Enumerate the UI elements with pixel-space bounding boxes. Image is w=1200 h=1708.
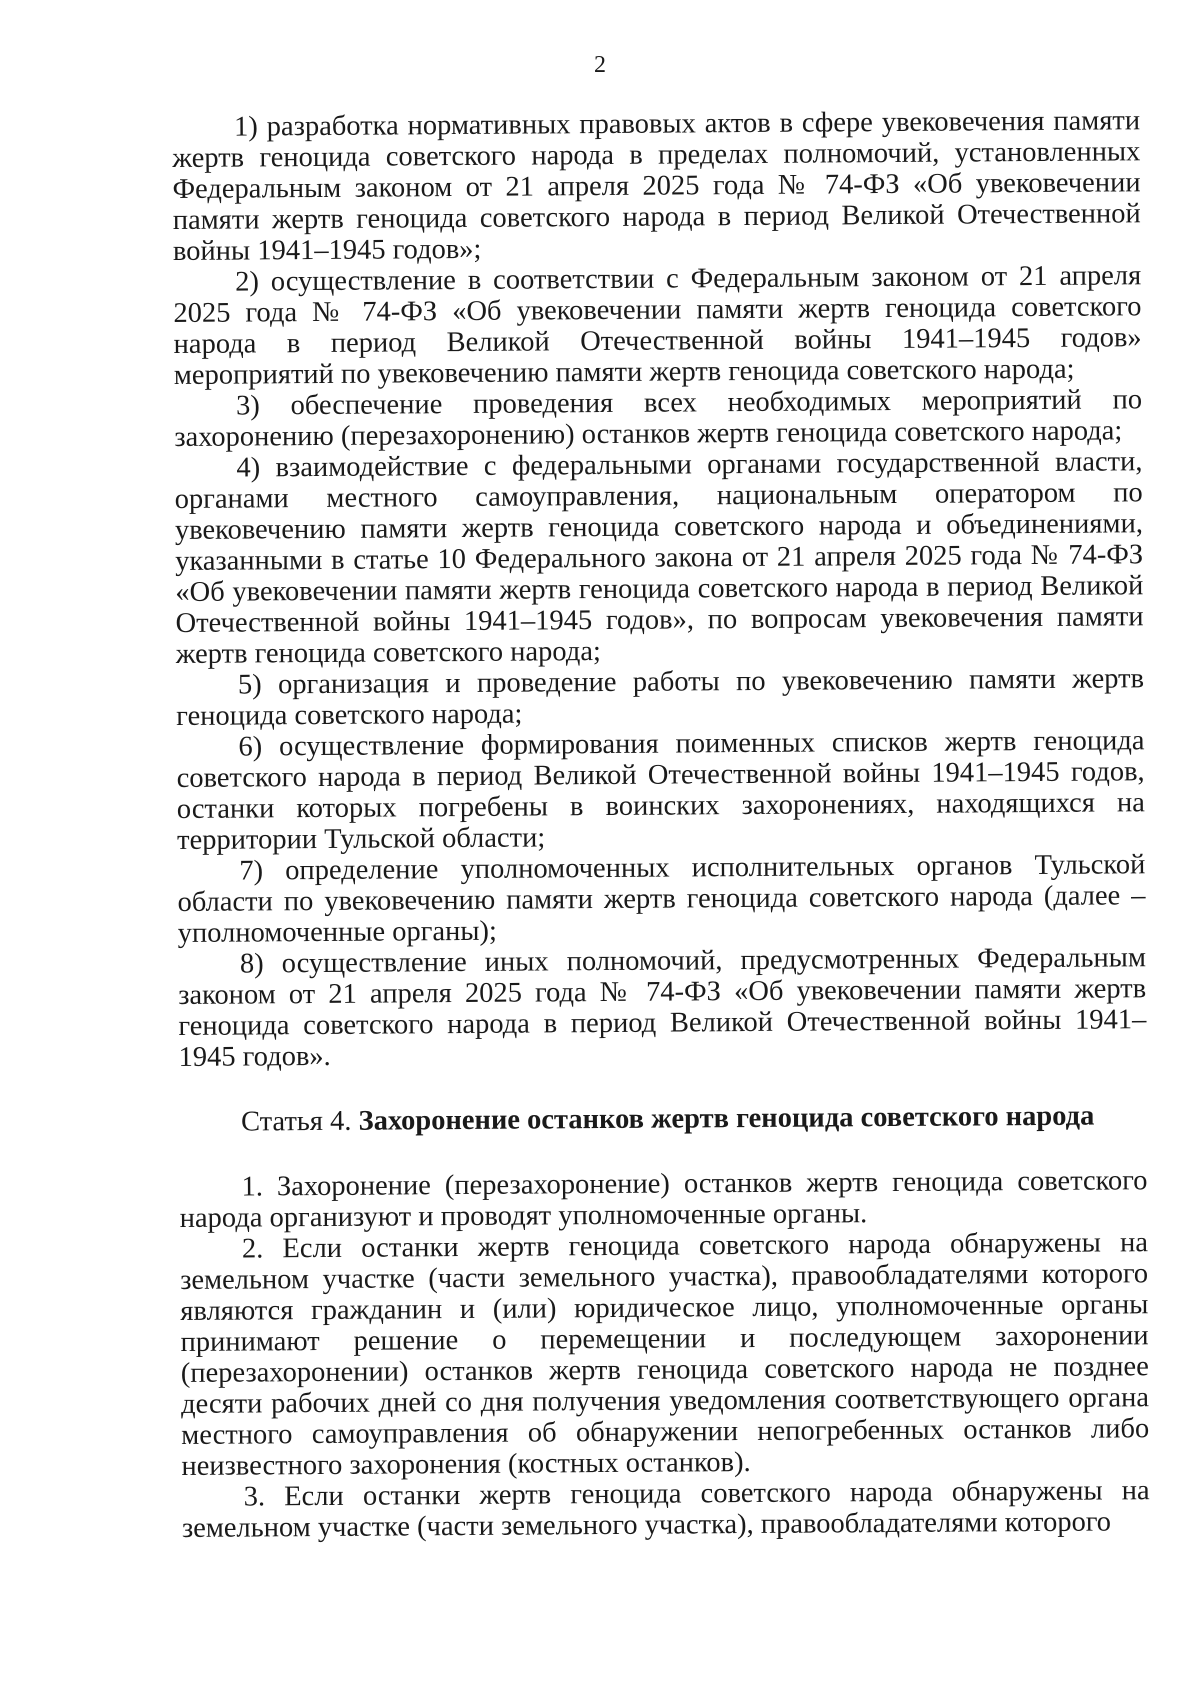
list-item-6: 6) осуществление формирования поименных списков жертв геноцида советского народа в период Великой Отечественной войны 1941–1945 годов, останки которых погребены в воинских захоронениях, находящихся на территории Тульской области; (176, 725, 1145, 856)
list-item-3: 3) обеспечение проведения всех необходимых мероприятий по захоронению (перезахоронению) останков жертв геноцида советского народа; (174, 384, 1143, 453)
article-heading (179, 1100, 1147, 1138)
list-item-2: 2) осуществление в соответствии с Федеральным законом от 21 апреля 2025 года № 74-ФЗ «Об увековечении памяти жертв геноцида советского народа в период Великой Отечественной войны 1941–1945 годов» мероприятий по увековечению памяти жертв геноцида советского народа; (173, 260, 1142, 391)
article-paragraph-2: 2. Если останки жертв геноцида советского народа обнаружены на земельном участке (части земельного участка), правообладателями которого являются гражданин и (или) юридическое лицо, уполномоченные органы принимают решение о перемещении и последующем захоронении (перезахоронении) останков жертв геноцида советского народа не позднее десяти рабочих дней со дня получения уведомления соответствующего органа местного самоуправления об обнаружении непогребенных останков либо неизвестного захоронения (костных останков). (180, 1227, 1150, 1482)
list-item-4: 4) взаимодействие с федеральными органами государственной власти, органами местного самоуправления, национальным оператором по увековечению памяти жертв геноцида советского народа и объединениями, указанными в статье 10 Федерального закона от 21 апреля 2025 года № 74-ФЗ «Об увековечении памяти жертв геноцида советского народа в период Великой Отечественной войны 1941–1945 годов», по вопросам увековечения памяти жертв геноцида советского народа; (174, 446, 1144, 670)
article-label: Статья 4. (240, 1105, 352, 1138)
list-item-1: 1) разработка нормативных правовых актов в сфере увековечения памяти жертв геноцида советского народа в пределах полномочий, установленных Федеральным законом от 21 апреля 2025 года № 74-ФЗ «Об увековечении памяти жертв геноцида советского народа в период Великой Отечественной войны 1941–1945 годов»; (172, 105, 1141, 267)
article-paragraph-1: 1. Захоронение (перезахоронение) останков жертв геноцида советского народа организуют и проводят уполномоченные органы. (179, 1165, 1148, 1234)
article-title: Захоронение останков жертв геноцида советского народа (358, 1100, 1095, 1137)
list-item-7: 7) определение уполномоченных исполнительных органов Тульской области по увековечению памяти жертв геноцида советского народа (далее – уполномоченные органы); (177, 849, 1146, 949)
page-number: 2 (594, 52, 606, 78)
list-item-8: 8) осуществление иных полномочий, предусмотренных Федеральным законом от 21 апреля 2025 года № 74-ФЗ «Об увековечении памяти жертв геноцида советского народа в период Великой Отечественной войны 1941–1945 годов». (178, 942, 1147, 1073)
list-item-5: 5) организация и проведение работы по увековечению памяти жертв геноцида советского народа; (176, 663, 1145, 732)
document-body (172, 105, 1150, 1544)
article-paragraph-3: 3. Если останки жертв геноцида советского народа обнаружены на земельном участке (части земельного участка), правообладателями которого (181, 1475, 1150, 1544)
